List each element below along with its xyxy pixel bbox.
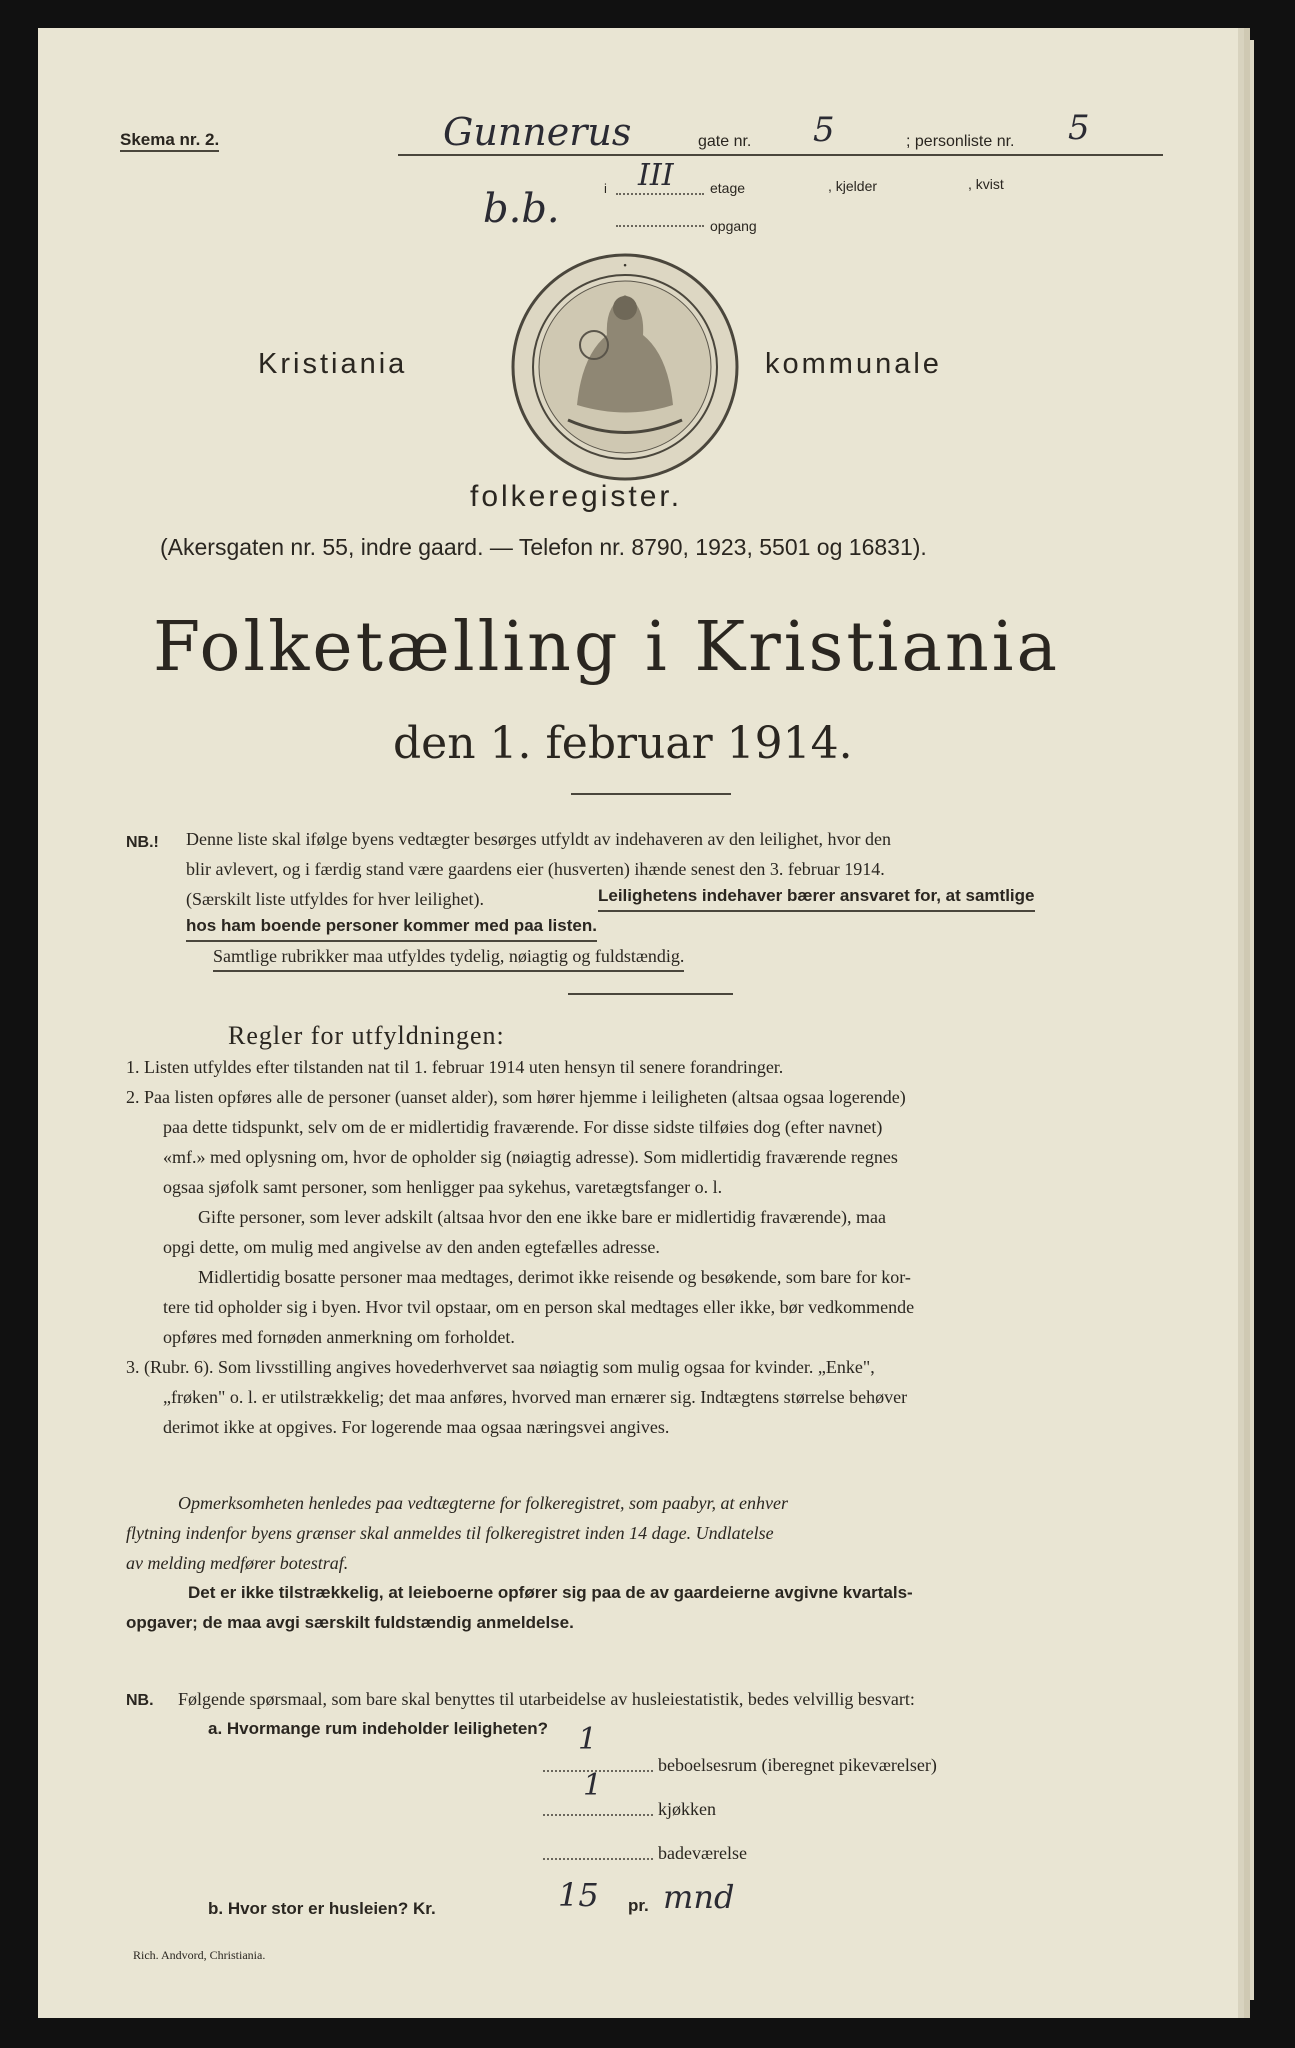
rule-line-13: derimot ikke at opgives. For logerende maa ogsaa næringsvei angives. <box>163 1417 670 1437</box>
rules-heading: Regler for utfyldningen: <box>228 1021 505 1050</box>
i-label: i <box>604 181 607 196</box>
nb-text-3b: Leilighetens indehaver bærer ansvaret for, at samtlige <box>598 882 1035 912</box>
bb-handwritten: b.b. <box>483 186 560 232</box>
printer-credit: Rich. Andvord, Christiania. <box>133 1948 266 1962</box>
attention-line-4: Det er ikke tilstrækkelig, at leieboerne opfører sig paa de av gaardeierne avgivne kvartals- <box>188 1583 913 1602</box>
rule-line-10: opføres med fornøden anmerkning om forholdet. <box>163 1327 515 1347</box>
attention-line-3: av melding medfører botestraf. <box>126 1553 349 1573</box>
nb-text-4: hos ham boende personer kommer med paa listen. <box>186 912 597 942</box>
svg-text:·: · <box>622 258 628 274</box>
rule-line-12: „frøken" o. l. er utilstrækkelig; det maa anføres, hvorved man ernærer sig. Indtægtens størrelse behøver <box>163 1387 908 1407</box>
kommunale-word: kommunale <box>765 348 942 380</box>
nb-text-2: blir avlevert, og i færdig stand være gaardens eier (husverten) ihænde senest den 3. februar 1914. <box>186 859 885 879</box>
kitchen-handwritten: 1 <box>583 1768 603 1803</box>
kristiania-word: Kristiania <box>258 348 408 380</box>
rule-line-8: Midlertidig bosatte personer maa medtages, derimot ikke reisende og besøkende, som bare for kor- <box>198 1267 911 1287</box>
personliste-label: ; personliste nr. <box>906 133 1015 150</box>
opgang-label: opgang <box>710 218 757 234</box>
rule-line-1: 1. Listen utfyldes efter tilstanden nat til 1. februar 1914 uten hensyn til senere forandringer. <box>126 1057 784 1077</box>
street-handwritten: Gunnerus <box>443 110 632 154</box>
rule-line-6: Gifte personer, som lever adskilt (altsaa hvor den ene ikke bare er midlertidig fraværende), maa <box>198 1207 887 1227</box>
kitchen-label: kjøkken <box>658 1799 716 1819</box>
questions-nb-label: NB. <box>126 1692 154 1709</box>
skema-label: Skema nr. 2. <box>120 130 219 152</box>
folkeregister-word: folkeregister. <box>470 480 683 513</box>
rooms-label: beboelsesrum (iberegnet pikeværelser) <box>658 1755 937 1775</box>
attention-line-1: Opmerksomheten henledes paa vedtægterne for folkeregistret, som paabyr, at enhver <box>178 1493 789 1513</box>
nb-text-5: Samtlige rubrikker maa utfyldes tydelig, nøiagtig og fuldstændig. <box>213 942 684 972</box>
rule-line-11: 3. (Rubr. 6). Som livsstilling angives hovederhvervet saa nøiagtig som mulig ogsaa for kvinder. „Enke", <box>126 1357 875 1377</box>
nb-text-1: Denne liste skal ifølge byens vedtægter besørges utfyldt av indehaveren av den leilighet, hvor den <box>186 829 891 849</box>
personliste-handwritten: 5 <box>1068 108 1090 148</box>
rule-line-3: paa dette tidspunkt, selv om de er midlertidig fraværende. For disse sidste tilføies dog (efter navnet) <box>163 1117 883 1137</box>
bath-label: badeværelse <box>658 1843 747 1863</box>
address-line: (Akersgaten nr. 55, indre gaard. — Telefon nr. 8790, 1923, 5501 og 16831). <box>160 534 927 560</box>
city-seal-icon <box>508 250 743 485</box>
header-rule <box>398 154 1163 156</box>
rule-line-2: 2. Paa listen opføres alle de personer (uanset alder), som hører hjemme i leiligheten (altsaa ogsaa logerende) <box>126 1087 906 1107</box>
nb-label: NB.! <box>126 834 159 851</box>
nb-text-3: (Særskilt liste utfyldes for hver leilighet). <box>186 889 484 909</box>
attention-line-2: flytning indenfor byens grænser skal anmeldes til folkeregistret inden 14 dage. Undlatelse <box>126 1523 774 1543</box>
census-form-page <box>38 28 1238 2018</box>
rule-line-7: opgi dette, om mulig med angivelse av den anden egtefælles adresse. <box>163 1237 660 1257</box>
questions-intro: Følgende spørsmaal, som bare skal benyttes til utarbeidelse av husleiestatistik, bedes velvillig besvart: <box>178 1689 915 1709</box>
kjelder-label: , kjelder <box>828 178 878 194</box>
rule-line-9: tere tid opholder sig i byen. Hvor tvil opstaar, om en person skal medtages eller ikke, bør vedkommende <box>163 1297 915 1317</box>
kvist-label: , kvist <box>968 176 1004 192</box>
main-title: Folketælling i Kristiania <box>153 608 1061 687</box>
period-handwritten: mnd <box>663 1878 735 1916</box>
etage-label: etage <box>710 180 746 196</box>
question-a: a. Hvormange rum indeholder leiligheten? <box>208 1719 549 1738</box>
subtitle-date: den 1. februar 1914. <box>393 718 853 769</box>
rule-line-4: «mf.» med oplysning om, hvor de opholder sig (nøiagtig adresse). Som midlertidig fraværende regnes <box>163 1147 898 1167</box>
rooms-handwritten: 1 <box>578 1722 598 1757</box>
rule-line-5: ogsaa sjøfolk samt personer, som henligger paa sykehus, varetægtsfanger o. l. <box>163 1177 723 1197</box>
etage-handwritten: III <box>638 158 674 193</box>
rent-handwritten: 15 <box>558 1876 599 1914</box>
question-b: b. Hvor stor er husleien? Kr. <box>208 1899 436 1918</box>
gate-label: gate nr. <box>698 133 752 150</box>
attention-line-5: opgaver; de maa avgi særskilt fuldstændig anmeldelse. <box>126 1613 574 1632</box>
gate-number-handwritten: 5 <box>813 110 835 150</box>
per-label: pr. <box>628 1896 649 1915</box>
